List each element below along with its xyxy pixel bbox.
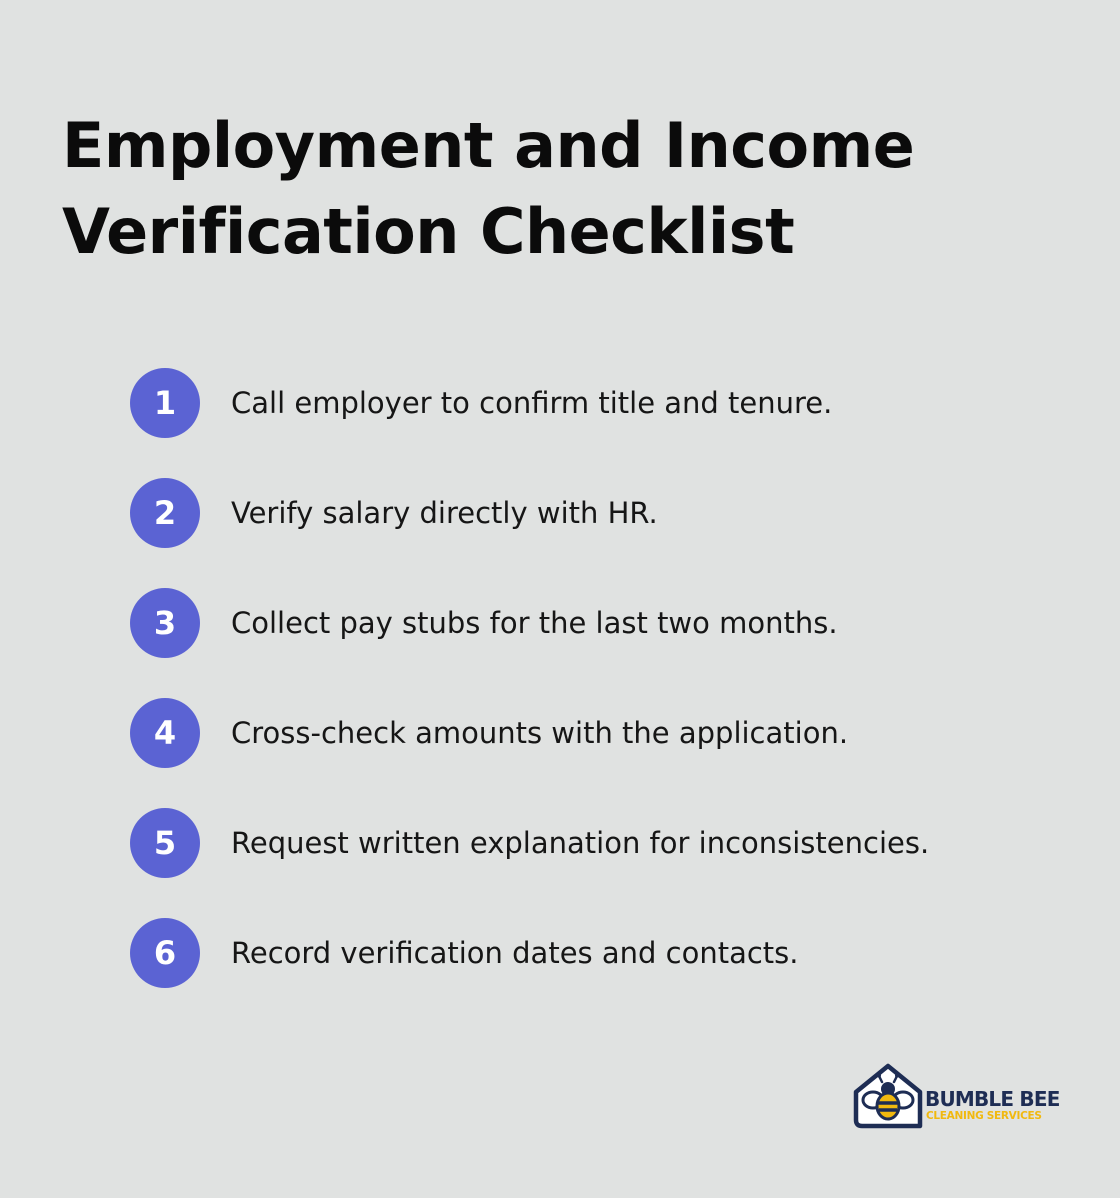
checklist-item-text: Cross-check amounts with the application.	[231, 716, 849, 750]
checklist-item-text: Call employer to confirm title and tenure.	[231, 386, 833, 420]
checklist-item	[130, 918, 1030, 988]
checklist-item-text: Collect pay stubs for the last two months.	[231, 606, 838, 640]
step-number-badge: 2	[130, 478, 200, 548]
logo-wordmark: BUMBLE BEE	[925, 1087, 1060, 1111]
bee-house-icon	[852, 1062, 924, 1132]
checklist-item	[130, 698, 1030, 768]
step-number-badge: 5	[130, 808, 200, 878]
step-number-badge: 6	[130, 918, 200, 988]
checklist-item	[130, 368, 1030, 438]
page-title: Employment and Income Verification Checklist	[62, 109, 915, 268]
checklist-item	[130, 478, 1030, 548]
checklist	[130, 368, 1030, 1028]
checklist-item-text: Record verification dates and contacts.	[231, 936, 799, 970]
logo-tagline: CLEANING SERVICES	[926, 1110, 1042, 1122]
step-number-badge: 1	[130, 368, 200, 438]
checklist-item-text: Verify salary directly with HR.	[231, 496, 658, 530]
brand-logo	[852, 1062, 1062, 1132]
step-number-badge: 4	[130, 698, 200, 768]
checklist-item	[130, 808, 1030, 878]
step-number-badge: 3	[130, 588, 200, 658]
checklist-item	[130, 588, 1030, 658]
checklist-item-text: Request written explanation for inconsistencies.	[231, 826, 930, 860]
